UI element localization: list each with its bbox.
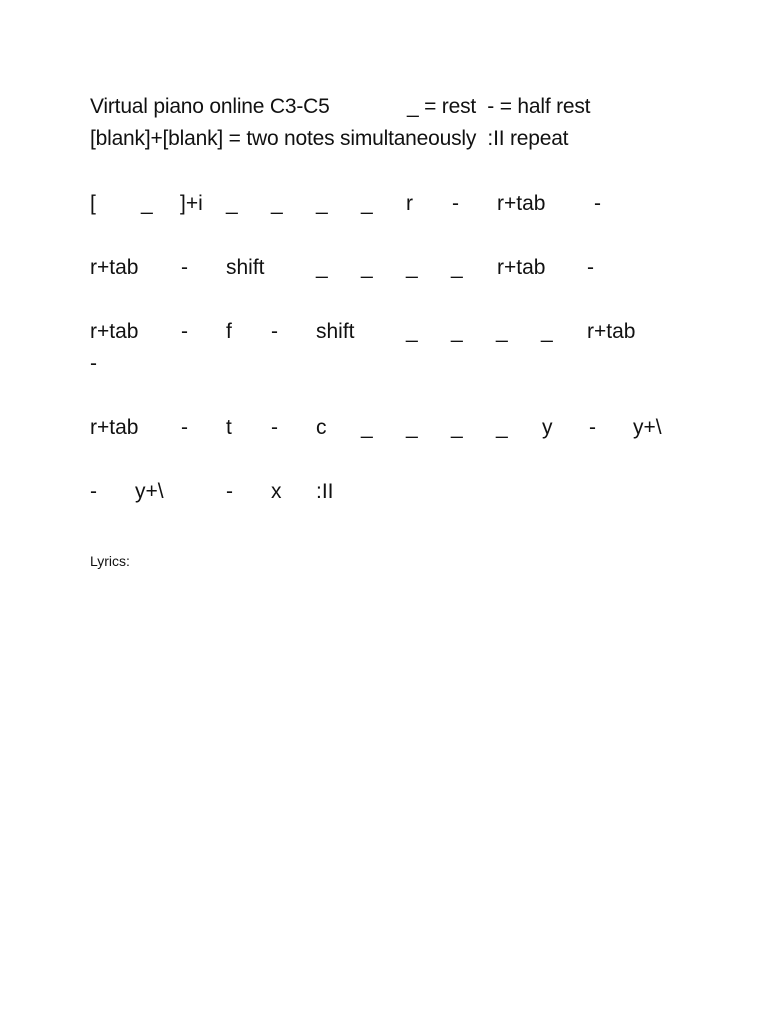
note-token: r+tab xyxy=(497,192,546,215)
note-token: r+tab xyxy=(90,416,139,439)
half-rest-token: - xyxy=(181,320,188,343)
rest-token: _ xyxy=(226,192,238,215)
repeat-token: :II xyxy=(316,480,334,503)
rest-token: _ xyxy=(406,320,418,343)
rest-token: _ xyxy=(406,256,418,279)
rest-token: _ xyxy=(361,416,373,439)
note-token: r xyxy=(406,192,413,215)
note-token: y+\ xyxy=(633,416,662,439)
note-token: y xyxy=(542,416,553,439)
rest-token: _ xyxy=(141,192,153,215)
half-rest-token: - xyxy=(226,480,233,503)
rest-token: _ xyxy=(271,192,283,215)
note-token: shift xyxy=(316,320,355,343)
note-token: [ xyxy=(90,192,96,215)
note-token: r+tab xyxy=(90,320,139,343)
rest-token: _ xyxy=(541,320,553,343)
header-simultaneous-note: [blank]+[blank] = two notes simultaneously :II repeat xyxy=(90,127,569,150)
note-token: r+tab xyxy=(587,320,636,343)
note-token: x xyxy=(271,480,282,503)
rest-token: _ xyxy=(496,416,508,439)
note-token: c xyxy=(316,416,327,439)
half-rest-token: - xyxy=(90,352,97,375)
half-rest-token: - xyxy=(589,416,596,439)
half-rest-token: - xyxy=(90,480,97,503)
note-token: y+\ xyxy=(135,480,164,503)
half-rest-token: - xyxy=(594,192,601,215)
rest-token: _ xyxy=(496,320,508,343)
half-rest-token: - xyxy=(452,192,459,215)
rest-token: _ xyxy=(316,192,328,215)
rest-token: _ xyxy=(451,320,463,343)
note-token: ]+i xyxy=(180,192,203,215)
rest-token: _ xyxy=(361,192,373,215)
note-token: r+tab xyxy=(497,256,546,279)
note-token: f xyxy=(226,320,232,343)
rest-token: _ xyxy=(316,256,328,279)
rest-token: _ xyxy=(451,256,463,279)
note-token: r+tab xyxy=(90,256,139,279)
half-rest-token: - xyxy=(181,416,188,439)
header-legend: _ = rest - = half rest xyxy=(407,95,591,118)
lyrics-label: Lyrics: xyxy=(90,553,130,569)
half-rest-token: - xyxy=(181,256,188,279)
half-rest-token: - xyxy=(271,416,278,439)
rest-token: _ xyxy=(361,256,373,279)
rest-token: _ xyxy=(406,416,418,439)
note-token: shift xyxy=(226,256,265,279)
half-rest-token: - xyxy=(271,320,278,343)
half-rest-token: - xyxy=(587,256,594,279)
rest-token: _ xyxy=(451,416,463,439)
header-title: Virtual piano online C3-C5 xyxy=(90,95,330,118)
note-token: t xyxy=(226,416,232,439)
